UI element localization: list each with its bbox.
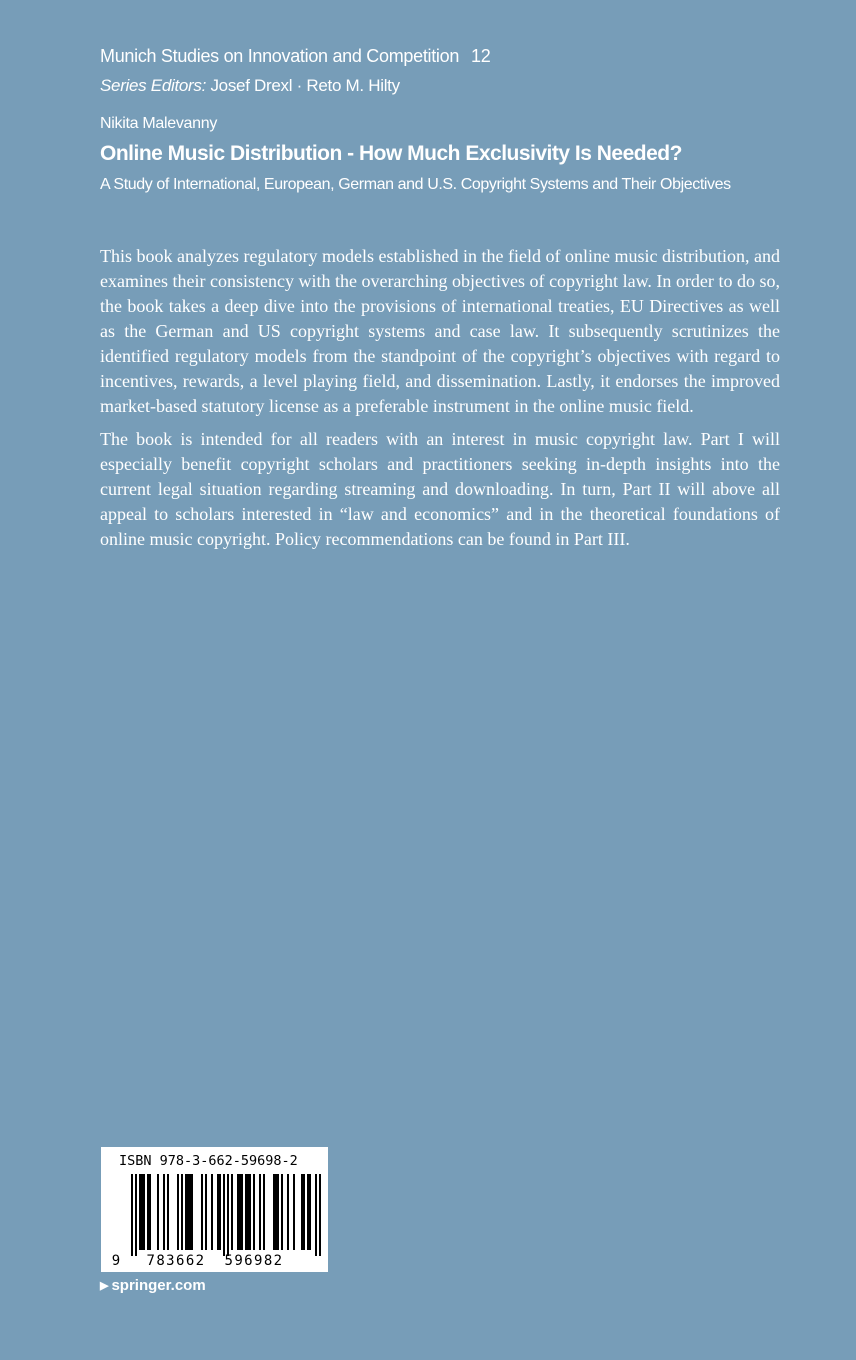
barcode-bar [241,1174,243,1250]
barcode-bar [157,1174,159,1250]
barcode-bar [135,1174,137,1256]
blurb [100,244,780,560]
barcode-bar [237,1174,239,1250]
ean-left-digits: 783662 [146,1253,206,1269]
barcode-bar [211,1174,213,1250]
barcode-bar [307,1174,309,1250]
isbn-label: ISBN 978-3-662-59698-2 [119,1153,298,1169]
barcode-bar [293,1174,295,1250]
publisher-link[interactable] [100,1277,206,1294]
barcode-bar [249,1174,251,1250]
barcode-bar [191,1174,193,1250]
barcode-bar [245,1174,247,1250]
barcode-bar [187,1174,189,1250]
author-name: Nikita Malevanny [100,115,218,132]
ean-first-digit: 9 [111,1253,121,1269]
barcode-bar [149,1174,151,1250]
barcode-bar [263,1174,265,1250]
barcode-bar [287,1174,289,1250]
barcode-bars [101,1147,328,1272]
barcode-bar [227,1174,229,1256]
series-editors-label: Series Editors: [100,76,207,95]
barcode-bar [143,1174,145,1250]
barcode-bar [189,1174,191,1250]
barcode-bar [301,1174,303,1250]
barcode-bar [253,1174,255,1250]
barcode-bar [239,1174,241,1250]
barcode-bar [309,1174,311,1250]
blurb-paragraph-1: This book analyzes regulatory models established in the field of online music distribution, and examines their consistency with the overarching objectives of copyright law. In order to do so, the book takes a deep dive into the provisions of international treaties, EU Directives as well as the German and US copyright systems and case law. It subsequently scrutinizes the identified regulatory models from the standpoint of the copyright’s objectives with regard to incentives, rewards, a level playing field, and dissemination. Lastly, it endorses the improved market-based statutory license as a preferable instrument in the online music field. [100,246,780,416]
barcode-bar [319,1174,321,1256]
barcode-bar [303,1174,305,1250]
barcode-bar [231,1174,233,1250]
barcode-bar [281,1174,283,1250]
barcode-bar [185,1174,187,1250]
arrow-right-icon: ▶ [100,1280,109,1292]
barcode-bar [223,1174,225,1256]
barcode-bar [205,1174,207,1250]
isbn-barcode [101,1147,328,1272]
barcode-bar [247,1174,249,1250]
barcode-bar [219,1174,221,1250]
series-editors-names: Josef Drexl · Reto M. Hilty [210,76,400,95]
barcode-bar [217,1174,219,1250]
series-name: Munich Studies on Innovation and Competition [100,46,460,66]
barcode-bar [275,1174,277,1250]
barcode-bar [181,1174,183,1250]
barcode-bar [315,1174,317,1256]
ean-right-digits: 596982 [224,1253,284,1269]
series-heading [100,46,490,67]
barcode-bar [141,1174,143,1250]
barcode-bar [201,1174,203,1250]
book-title: Online Music Distribution - How Much Exclusivity Is Needed? [100,142,682,165]
barcode-bar [147,1174,149,1250]
barcode-bar [177,1174,179,1250]
barcode-bar [273,1174,275,1250]
barcode-bar [131,1174,133,1256]
series-editors [100,76,400,96]
publisher-link-text: springer.com [111,1277,206,1294]
barcode-bar [139,1174,141,1250]
barcode-bar [277,1174,279,1250]
blurb-paragraph-2: The book is intended for all readers with an interest in music copyright law. Part I will especially benefit copyright scholars and practitioners seeking in-depth insights into the current legal situation regarding streaming and downloading. In turn, Part II will above all appeal to scholars interested in “law and economics” and in the theoretical foundations of online music copyright. Policy recommendations can be found in Part III. [100,429,780,549]
barcode-bar [163,1174,165,1250]
book-subtitle: A Study of International, European, German and U.S. Copyright Systems and Their Objectives [100,176,731,193]
barcode-bar [259,1174,261,1250]
barcode-bar [167,1174,169,1250]
series-number: 12 [471,46,491,66]
